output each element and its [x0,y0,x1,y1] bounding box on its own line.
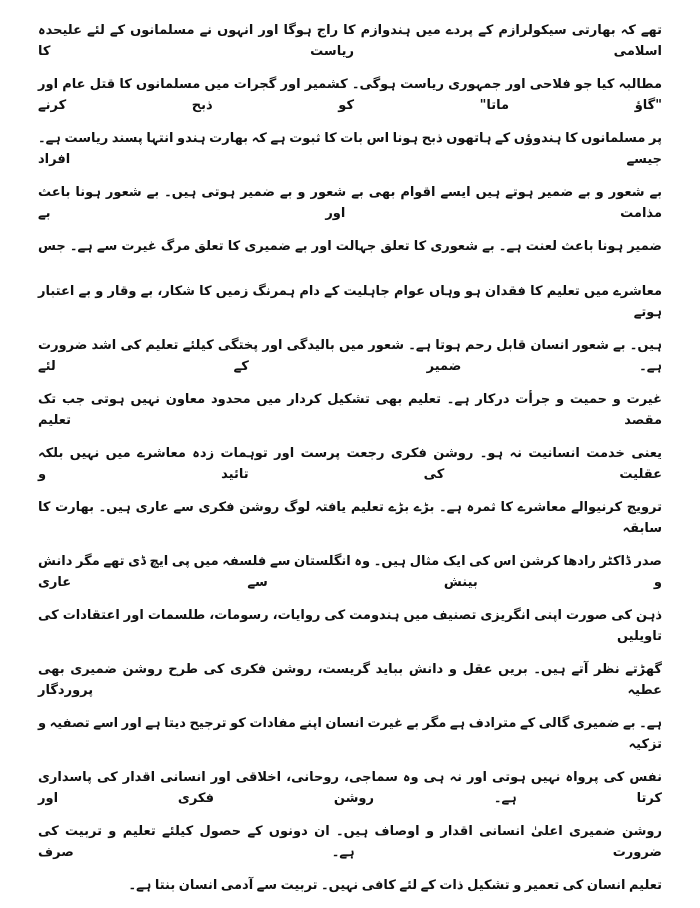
text-line: ذہن کی صورت اپنی انگریزی تصنیف میں ہندومت کی روایات، رسومات، طلسمات اور اعتقادات کی تاویلیں [38,608,662,644]
text-line: بے شعور و بے ضمیر ہوتے ہیں ایسے اقوام بھی بے شعور و بے ضمیر ہوتی ہیں۔ بے شعور ہونا باعث مذامت اور بے [38,185,662,221]
text-line: ترویج کرنیوالے معاشرے کا ثمرہ ہے۔ بڑے بڑے تعلیم یافتہ لوگ روشن فکری سے عاری ہیں۔ بھارت کا سابقہ [38,500,662,536]
text-line: مطالبہ کیا جو فلاحی اور جمہوری ریاست ہوگی۔ کشمیر اور گجرات میں مسلمانوں کا قتل عام اور "گاؤ ماتا" کو ذبح کرنے [38,77,662,113]
text-line: روشن ضمیری اعلیٰ انسانی اقدار و اوصاف ہیں۔ ان دونوں کے حصول کیلئے تعلیم و تربیت کی ضرورت ہے۔ صرف [38,824,662,860]
text-line: پر مسلمانوں کا ہندوؤں کے ہاتھوں ذبح ہونا اس بات کا ثبوت ہے کہ بھارت ہندو انتہا پسند ریاست ہے۔ جیسے افراد [38,131,662,167]
text-line: گھڑتے نظر آتے ہیں۔ بریں عقل و دانش بباید گریست، روشن فکری کی طرح روشن ضمیری بھی عطیہ پروردگار [38,662,662,698]
text-line: ضمیر ہونا باعث لعنت ہے۔ بے شعوری کا تعلق جہالت اور بے ضمیری کا تعلق مرگ غیرت سے ہے۔ جس [38,239,662,254]
urdu-text-body [38,8,662,908]
text-line: معاشرے میں تعلیم کا فقدان ہو وہاں عوام جاہلیت کے دام ہمرنگ زمیں کا شکار، بے وقار و بے اعتبار ہوتے [38,284,662,320]
text-line: تھے کہ بھارتی سیکولرازم کے پردے میں ہندوازم کا راج ہوگا اور انہوں نے مسلمانوں کے لئے علیحدہ اسلامی ریاست کا [38,23,662,59]
text-line: ہیں۔ بے شعور انسان قابل رحم ہوتا ہے۔ شعور میں بالیدگی اور پختگی کیلئے تعلیم کی اشد ضرورت ہے۔ ضمیر کے لئے [38,338,662,374]
text-line: صدر ڈاکٹر رادھا کرشن اس کی ایک مثال ہیں۔ وہ انگلستان سے فلسفہ میں پی ایچ ڈی تھے مگر دانش و بینش سے عاری [38,554,662,590]
text-line: یعنی خدمت انسانیت نہ ہو۔ روشن فکری رجعت پرست اور توہمات زدہ معاشرے میں نہیں بلکہ عقلیت کی تائید و [38,446,662,482]
text-line-last: تعلیم انسان کی تعمیر و تشکیل ذات کے لئے کافی نہیں۔ تربیت سے آدمی انسان بنتا ہے۔ [128,878,662,893]
text-line: غیرت و حمیت و جرأت درکار ہے۔ تعلیم بھی تشکیل کردار میں محدود معاون نہیں ہوتی جب تک مقصد تعلیم [38,392,662,428]
text-line: ہے۔ بے ضمیری گالی کے مترادف ہے مگر بے غیرت انسان اپنے مفادات کو ترجیح دیتا ہے اور اسے تصفیہ و تزکیہ [38,716,662,752]
text-line: نفس کی پرواہ نہیں ہوتی اور نہ ہی وہ سماجی، روحانی، اخلاقی اور انسانی اقدار کی پاسداری کرتا ہے۔ روشن فکری اور [38,770,662,806]
